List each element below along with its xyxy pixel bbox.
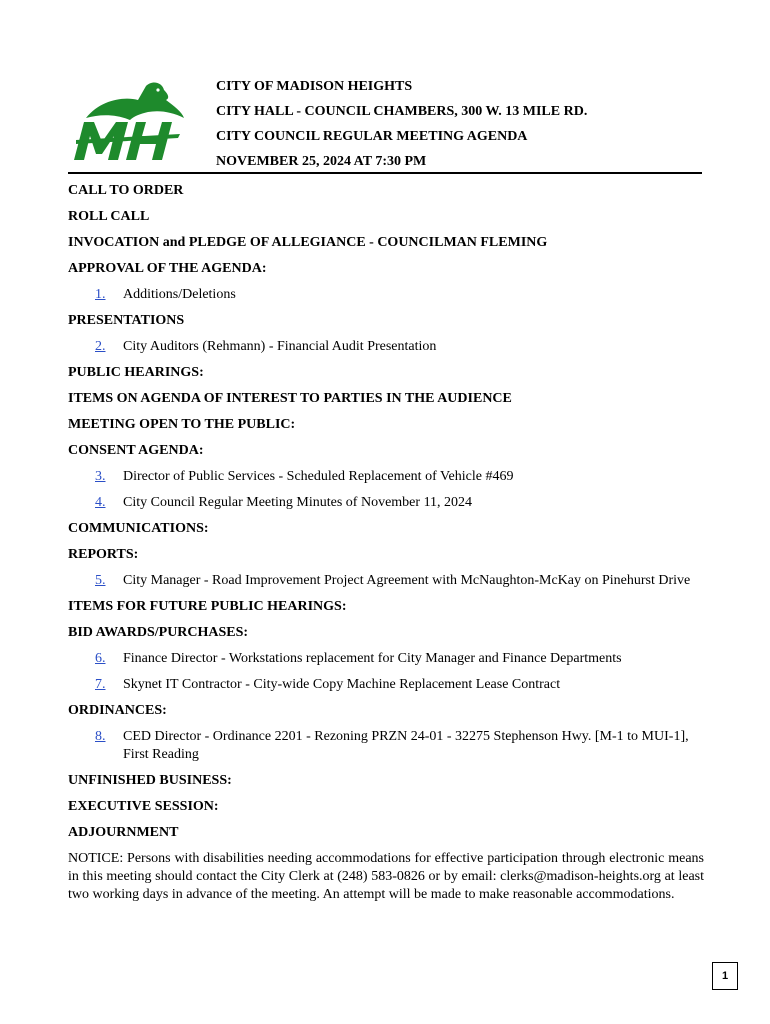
agenda-title: CITY COUNCIL REGULAR MEETING AGENDA: [216, 129, 528, 144]
item-text: Skynet IT Contractor - City-wide Copy Machine Replacement Lease Contract: [123, 677, 561, 692]
meeting-header: [216, 79, 587, 179]
section-future-hearings: ITEMS FOR FUTURE PUBLIC HEARINGS:: [68, 599, 347, 614]
item-text: Director of Public Services - Scheduled Replacement of Vehicle #469: [123, 469, 514, 484]
agenda-item: [68, 286, 704, 304]
section-presentations: PRESENTATIONS: [68, 313, 185, 328]
agenda-item: [68, 338, 704, 356]
item-number-link[interactable]: 3.: [95, 469, 106, 484]
item-number-link[interactable]: 4.: [95, 495, 106, 510]
city-name: CITY OF MADISON HEIGHTS: [216, 79, 413, 94]
section-roll-call: ROLL CALL: [68, 209, 150, 224]
meeting-date: NOVEMBER 25, 2024 AT 7:30 PM: [216, 154, 427, 169]
item-number-link[interactable]: 6.: [95, 651, 106, 666]
agenda-item: [68, 468, 704, 486]
section-adjournment: ADJOURNMENT: [68, 825, 179, 840]
item-number-link[interactable]: 2.: [95, 339, 106, 354]
section-consent-agenda: CONSENT AGENDA:: [68, 443, 204, 458]
agenda-item: [68, 728, 704, 764]
agenda-item: [68, 572, 704, 590]
section-communications: COMMUNICATIONS:: [68, 521, 209, 536]
item-text: City Auditors (Rehmann) - Financial Audit Presentation: [123, 339, 437, 354]
item-text: CED Director - Ordinance 2201 - Rezoning PRZN 24-01 - 32275 Stephenson Hwy. [M-1 to MUI-1], First Reading: [123, 729, 689, 762]
agenda-item: [68, 494, 704, 512]
item-number-link[interactable]: 5.: [95, 573, 106, 588]
section-executive-session: EXECUTIVE SESSION:: [68, 799, 219, 814]
section-call-to-order: CALL TO ORDER: [68, 183, 184, 198]
item-number-link[interactable]: 8.: [95, 729, 106, 744]
section-unfinished-business: UNFINISHED BUSINESS:: [68, 773, 232, 788]
item-text: City Manager - Road Improvement Project Agreement with McNaughton-McKay on Pinehurst Drive: [123, 573, 691, 588]
item-text: City Council Regular Meeting Minutes of November 11, 2024: [123, 495, 473, 510]
section-reports: REPORTS:: [68, 547, 139, 562]
item-text: Finance Director - Workstations replacement for City Manager and Finance Departments: [123, 651, 622, 666]
section-bid-awards: BID AWARDS/PURCHASES:: [68, 625, 249, 640]
agenda-item: [68, 676, 704, 694]
page-number: 1: [712, 962, 738, 990]
section-items-of-interest: ITEMS ON AGENDA OF INTEREST TO PARTIES IN THE AUDIENCE: [68, 391, 512, 406]
accessibility-notice: NOTICE: Persons with disabilities needing accommodations for effective participation through electronic means in this meeting should contact the City Clerk at (248) 583-0826 or by email: clerks@madison-heights.org at least two working days in advance of the meeting. An attempt will be made to make reasonable accommodations.: [68, 851, 704, 902]
meeting-location: CITY HALL - COUNCIL CHAMBERS, 300 W. 13 MILE RD.: [216, 104, 588, 119]
header-divider: [68, 172, 702, 174]
section-approval: APPROVAL OF THE AGENDA:: [68, 261, 267, 276]
agenda-item: [68, 650, 704, 668]
item-number-link[interactable]: 7.: [95, 677, 106, 692]
section-meeting-open: MEETING OPEN TO THE PUBLIC:: [68, 417, 296, 432]
agenda-body: [68, 182, 704, 904]
city-logo: [72, 78, 184, 168]
section-invocation: INVOCATION and PLEDGE OF ALLEGIANCE - COUNCILMAN FLEMING: [68, 235, 548, 250]
section-ordinances: ORDINANCES:: [68, 703, 167, 718]
item-number-link[interactable]: 1.: [95, 287, 106, 302]
eagle-mh-logo-icon: [72, 78, 184, 168]
item-text: Additions/Deletions: [123, 287, 236, 302]
section-public-hearings: PUBLIC HEARINGS:: [68, 365, 204, 380]
